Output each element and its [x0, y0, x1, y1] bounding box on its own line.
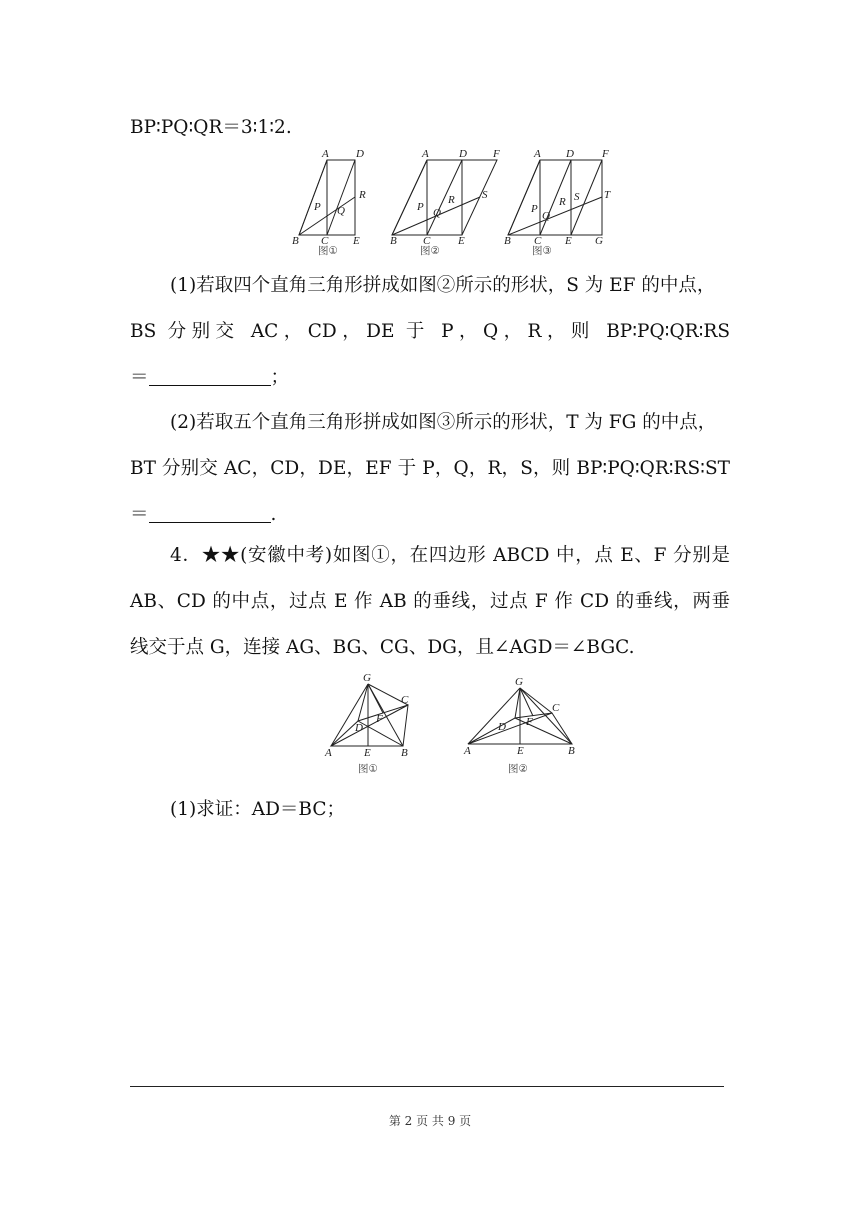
label-F: F	[526, 716, 533, 728]
label-E: E	[364, 747, 371, 759]
label-B: B	[401, 747, 408, 759]
figure-quadrilateral-2	[460, 676, 584, 762]
label-F: F	[602, 148, 609, 160]
label-D: D	[498, 721, 506, 733]
label-E: E	[517, 745, 524, 757]
question-3-part-1-answer	[130, 364, 730, 392]
question-4-line-1: 4．★★(安徽中考)如图①，在四边形 ABCD 中，点 E、F 分别是	[170, 545, 730, 566]
label-A: A	[464, 745, 471, 757]
equals-sign: ＝	[130, 504, 149, 525]
answer-blank-1[interactable]	[149, 367, 271, 386]
question-3-part-1-line-2: BS 分别交 AC，CD，DE 于 P，Q，R，则 BP∶PQ∶QR∶RS	[130, 321, 730, 342]
label-D: D	[459, 148, 467, 160]
footer-divider	[130, 1086, 724, 1087]
figure-parallelogram-3	[498, 148, 620, 247]
label-G: G	[363, 672, 371, 684]
label-A: A	[422, 148, 429, 160]
page-number: 第 2 页 共 9 页	[388, 1114, 472, 1128]
label-S: S	[574, 191, 580, 203]
answer-blank-2[interactable]	[149, 504, 271, 523]
label-C: C	[534, 235, 542, 247]
label-A: A	[534, 148, 541, 160]
label-G: G	[515, 676, 523, 688]
label-C: C	[321, 235, 329, 247]
label-D: D	[355, 722, 363, 734]
figure-parallelogram-2	[387, 148, 500, 247]
equals-sign: ＝	[130, 367, 149, 388]
label-P: P	[417, 201, 424, 213]
text-line-ratio: BP∶PQ∶QR＝3∶1∶2.	[130, 117, 292, 138]
label-D: D	[356, 148, 364, 160]
question-4-line-2: AB、CD 的中点，过点 E 作 AB 的垂线，过点 F 作 CD 的垂线，两垂	[130, 591, 730, 612]
label-F: F	[493, 148, 500, 160]
label-R: R	[559, 196, 566, 208]
label-G: G	[595, 235, 603, 247]
label-P: P	[531, 203, 538, 215]
question-3-part-1-line-1: (1)若取四个直角三角形拼成如图②所示的形状，S 为 EF 的中点，	[170, 275, 716, 296]
label-B: B	[568, 745, 575, 757]
question-4-part-1: (1)求证：AD＝BC；	[170, 799, 345, 820]
label-Q: Q	[433, 207, 441, 219]
caption-fig-2: 图②	[420, 245, 440, 257]
question-3-part-2-answer	[130, 501, 730, 529]
label-C: C	[423, 235, 431, 247]
label-B: B	[292, 235, 299, 247]
label-E: E	[458, 235, 465, 247]
figure-parallelogram-1	[284, 148, 384, 247]
label-R: R	[448, 194, 455, 206]
figure-quadrilateral-1	[318, 672, 422, 762]
label-Q: Q	[542, 210, 550, 222]
label-E: E	[353, 235, 360, 247]
period: .	[270, 504, 277, 525]
label-R: R	[359, 189, 366, 201]
label-E: E	[565, 235, 572, 247]
question-3-part-2-line-1: (2)若取五个直角三角形拼成如图③所示的形状，T 为 FG 的中点，	[170, 412, 717, 433]
caption-fig-4-2: 图②	[508, 763, 528, 775]
semicolon: ；	[270, 367, 290, 388]
label-T: T	[604, 189, 611, 201]
question-4-line-3: 线交于点 G，连接 AG、BG、CG、DG，且∠AGD＝∠BGC.	[130, 637, 635, 658]
label-C: C	[401, 694, 409, 706]
label-Q: Q	[337, 205, 345, 217]
caption-fig-3: 图③	[532, 245, 552, 257]
label-B: B	[390, 235, 397, 247]
caption-fig-4-1: 图①	[358, 763, 378, 775]
label-D: D	[566, 148, 574, 160]
caption-fig-1: 图①	[318, 245, 338, 257]
label-P: P	[314, 201, 321, 213]
label-F: F	[376, 713, 383, 725]
label-B: B	[504, 235, 511, 247]
label-A: A	[325, 747, 332, 759]
label-C: C	[552, 702, 560, 714]
label-S: S	[482, 189, 488, 201]
label-A: A	[322, 148, 329, 160]
question-3-part-2-line-2: BT 分别交 AC，CD，DE，EF 于 P，Q，R，S，则 BP∶PQ∶QR∶RS∶ST	[130, 458, 730, 479]
